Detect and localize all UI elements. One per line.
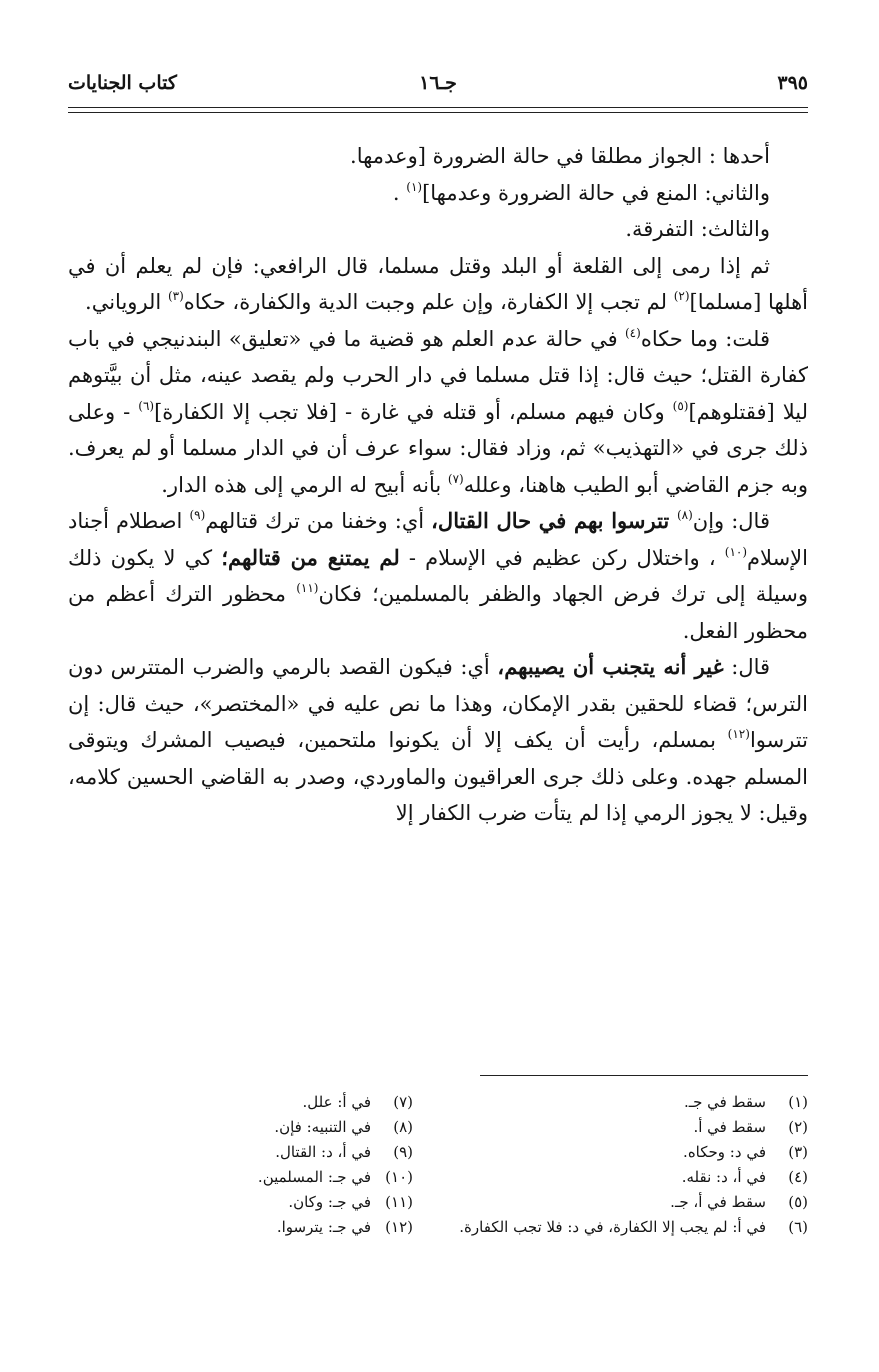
footnote-ref: (٩) (189, 508, 206, 522)
header-rule-top (68, 107, 808, 108)
footnote-ref: (٢) (673, 289, 690, 303)
footnote: (١) سقط في جـ. (683, 1093, 808, 1111)
footnote: (٢) سقط في أ. (693, 1118, 808, 1136)
footnote-ref: (١١) (296, 581, 319, 595)
volume-label: جـ١٦ (419, 72, 457, 94)
footnotes (68, 1090, 808, 1335)
main-text (68, 138, 808, 832)
footnotes-column-right (458, 1090, 808, 1240)
footnote-ref: (١٢) (727, 727, 750, 741)
opinion-line-2: والثاني: المنع في حالة الضرورة وعدمها]$^{(١)}$ . (392, 179, 770, 205)
paragraph-4: قال: غير أنه يتجنب أن يصيبهم، أي: فيكون القصد بالرمي والضرب المتترس دون الترس؛ قضاء للحقين بقدر الإمكان، وهذا ما نص عليه في «المختصر»، حيث قال: إن تترسوا$^{(١٢)}$ بمسلم، رأيت أن يكف إلا أن يكونوا ملتحمين، فيصيب المشرك ويتوقى المسلم جهده. وعلى ذلك جرى العراقيون والماوردي، وصدر به القاضي الحسين كلامه، وقيل: لا يجوز الرمي إذا لم يتأت ضرب الكفار إلا (68, 654, 809, 825)
footnote: (٨) في التنبيه: فإن. (274, 1118, 413, 1136)
matn-text: تترسوا بهم في حال القتال، (431, 508, 677, 533)
footnote-ref: (٧) (447, 471, 464, 486)
page-header (68, 72, 808, 102)
footnote: (٧) في أ: علل. (302, 1093, 413, 1111)
footnote: (١٢) في جـ: يترسوا. (276, 1218, 413, 1236)
opinion-line-1: أحدها : الجواز مطلقا في حالة الضرورة [وعدمها. (350, 144, 770, 168)
paragraph-3: قال: وإن$^{(٨)}$ تترسوا بهم في حال القتال، أي: وخفنا من ترك قتالهم$^{(٩)}$ اصطلام أجناد الإسلام$^{(١٠)}$ ، واختلال ركن عظيم في الإسلام - لم يمتنع من قتالهم؛ كي لا يكون ذلك وسيلة إلى ترك فرض الجهاد والظفر بالمسلمين؛ فكان$^{(١١)}$ محظور الترك أعظم من محظور الفعل. (68, 508, 808, 643)
footnote-ref: (٤) (624, 325, 641, 340)
footnote: (١١) في جـ: وكان. (288, 1193, 413, 1211)
book-title: كتاب الجنايات (68, 72, 177, 94)
footnote-ref: (١٠) (724, 544, 748, 559)
footnote-ref: (٣) (167, 289, 184, 303)
footnote: (١٠) في جـ: المسلمين. (257, 1168, 413, 1186)
page-number: ٣٩٥ (777, 72, 808, 94)
matn-text: غير أنه يتجنب أن يصيبهم، (497, 654, 724, 679)
footnote: (٤) في أ، د: نقله. (681, 1168, 808, 1186)
header-rule-bottom (68, 112, 808, 113)
footnote-ref: (٦) (138, 398, 155, 413)
footnote-ref: (٨) (676, 508, 693, 522)
footnote-divider (480, 1075, 808, 1076)
paragraph-1: ثم إذا رمى إلى القلعة أو البلد وقتل مسلما، قال الرافعي: فإن لم يعلم أن في أهلها [مسلما]$^{(٢)}$ لم تجب إلا الكفارة، وإن علم وجبت الدية والكفارة، حكاه$^{(٣)}$ الروياني. (68, 253, 808, 314)
matn-text: لم يمتنع من قتالهم؛ (221, 544, 400, 570)
footnotes-column-left (63, 1090, 413, 1240)
footnote: (٩) في أ، د: القتال. (275, 1143, 413, 1161)
opinion-line-3: والثالث: التفرقة. (625, 217, 770, 241)
paragraph-2: قلت: وما حكاه$^{(٤)}$ في حالة عدم العلم هو قضية ما في «تعليق» البندنيجي في باب كفارة القتل؛ حيث قال: إذا قتل مسلما في دار الحرب ولم يقصد عينه، مثل أن بيَّتوهم ليلا [فقتلوهم]$^{(٥)}$ وكان فيهم مسلم، أو قتله في غارة - [فلا تجب إلا الكفارة]$^{(٦)}$ - وعلى ذلك جرى في «التهذيب» ثم، وزاد فقال: سواء عرف أن في الدار مسلما أو لم يعرف. وبه جزم القاضي أبو الطيب هاهنا، وعلله$^{(٧)}$ بأنه أبيح له الرمي إلى هذه الدار. (68, 325, 808, 497)
footnote-ref: (١) (406, 179, 423, 194)
footnote-ref: (٥) (672, 398, 689, 413)
footnote: (٣) في د: وحكاه. (683, 1143, 808, 1161)
footnote: (٦) في أ: لم يجب إلا الكفارة، في د: فلا تجب الكفارة. (459, 1218, 808, 1236)
footnote: (٥) سقط في أ، جـ. (670, 1193, 808, 1211)
